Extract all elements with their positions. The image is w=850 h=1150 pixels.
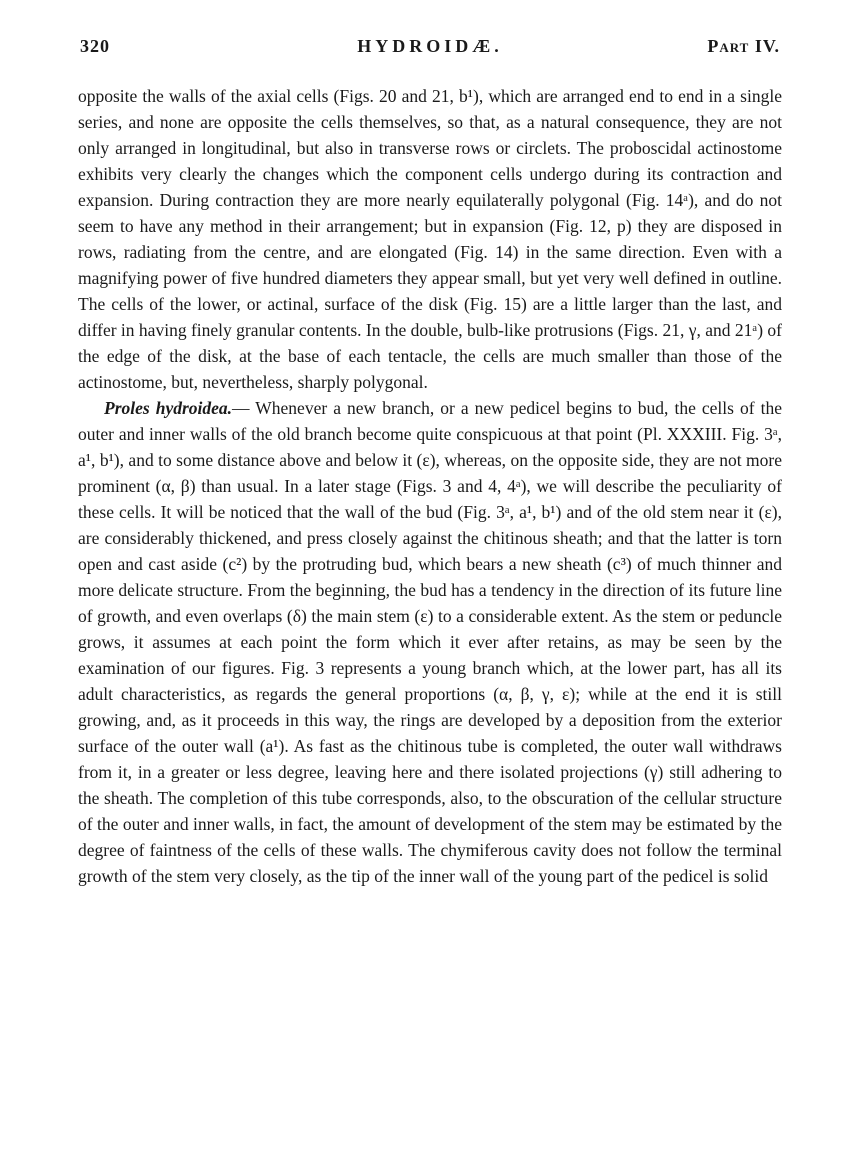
paragraph-text: opposite the walls of the axial cells (Figs. 20 and 21, b¹), which are arranged end to end in a single series, and none are opposite the cells themselves, so that, as a natural consequence, they are not only arranged in longitudinal, but also in transverse rows or circlets. The proboscidal actinostome exhibits very clearly the changes which the component cells undergo during its contraction and expansion. During contraction they are more nearly equilaterally polygonal (Fig. 14ᵃ), and do not seem to have any method in their arrangement; but in expansion (Fig. 12, p) they are disposed in rows, radiating from the centre, and are elongated (Fig. 14) in the same direction. Even with a magnifying power of five hundred diameters they appear small, but yet very well defined in outline. The cells of the lower, or actinal, surface of the disk (Fig. 15) are a little larger than the last, and differ in having finely granular contents. In the double, bulb-like protrusions (Figs. 21, γ, and 21ᵃ) of the edge of the disk, at the base of each tentacle, the cells are much smaller than those of the actinostome, but, nevertheless, sharply polygonal. <box>78 86 782 392</box>
paragraph-lead: Proles hydroidea. <box>104 398 233 418</box>
part-label: Part IV. <box>707 36 780 56</box>
paragraph <box>78 83 782 395</box>
running-title: HYDROIDÆ. <box>357 36 503 56</box>
page-number: 320 <box>80 36 110 56</box>
body-text <box>78 83 782 889</box>
paragraph <box>78 395 782 889</box>
paragraph-text: — Whenever a new branch, or a new pedicel begins to bud, the cells of the outer and inner walls of the old branch become quite conspicuous at that point (Pl. XXXIII. Fig. 3ᵃ, a¹, b¹), and to some distance above and below it (ε), whereas, on the opposite side, they are not more prominent (α, β) than usual. In a later stage (Figs. 3 and 4, 4ᵃ), we will describe the peculiarity of these cells. It will be noticed that the wall of the bud (Fig. 3ᵃ, a¹, b¹) and of the old stem near it (ε), are considerably thickened, and press closely against the chitinous sheath; and that the latter is torn open and cast aside (c²) by the protruding bud, which bears a new sheath (c³) of much thinner and more delicate structure. From the beginning, the bud has a tendency in the direction of its future line of growth, and even overlaps (δ) the main stem (ε) to a considerable extent. As the stem or peduncle grows, it assumes at each point the form which it ever after retains, as may be seen by the examination of our figures. Fig. 3 represents a young branch which, at the lower part, has all its adult characteristics, as regards the general proportions (α, β, γ, ε); while at the end it is still growing, and, as it proceeds in this way, the rings are developed by a deposition from the exterior surface of the outer wall (a¹). As fast as the chitinous tube is completed, the outer wall withdraws from it, in a greater or less degree, leaving here and there isolated projections (γ) still adhering to the sheath. The completion of this tube corresponds, also, to the obscuration of the cellular structure of the outer and inner walls, in fact, the amount of development of the stem may be estimated by the degree of faintness of the cells of these walls. The chymiferous cavity does not follow the terminal growth of the stem very closely, as the tip of the inner wall of the young part of the pedicel is solid <box>78 398 782 886</box>
running-header <box>80 36 780 66</box>
